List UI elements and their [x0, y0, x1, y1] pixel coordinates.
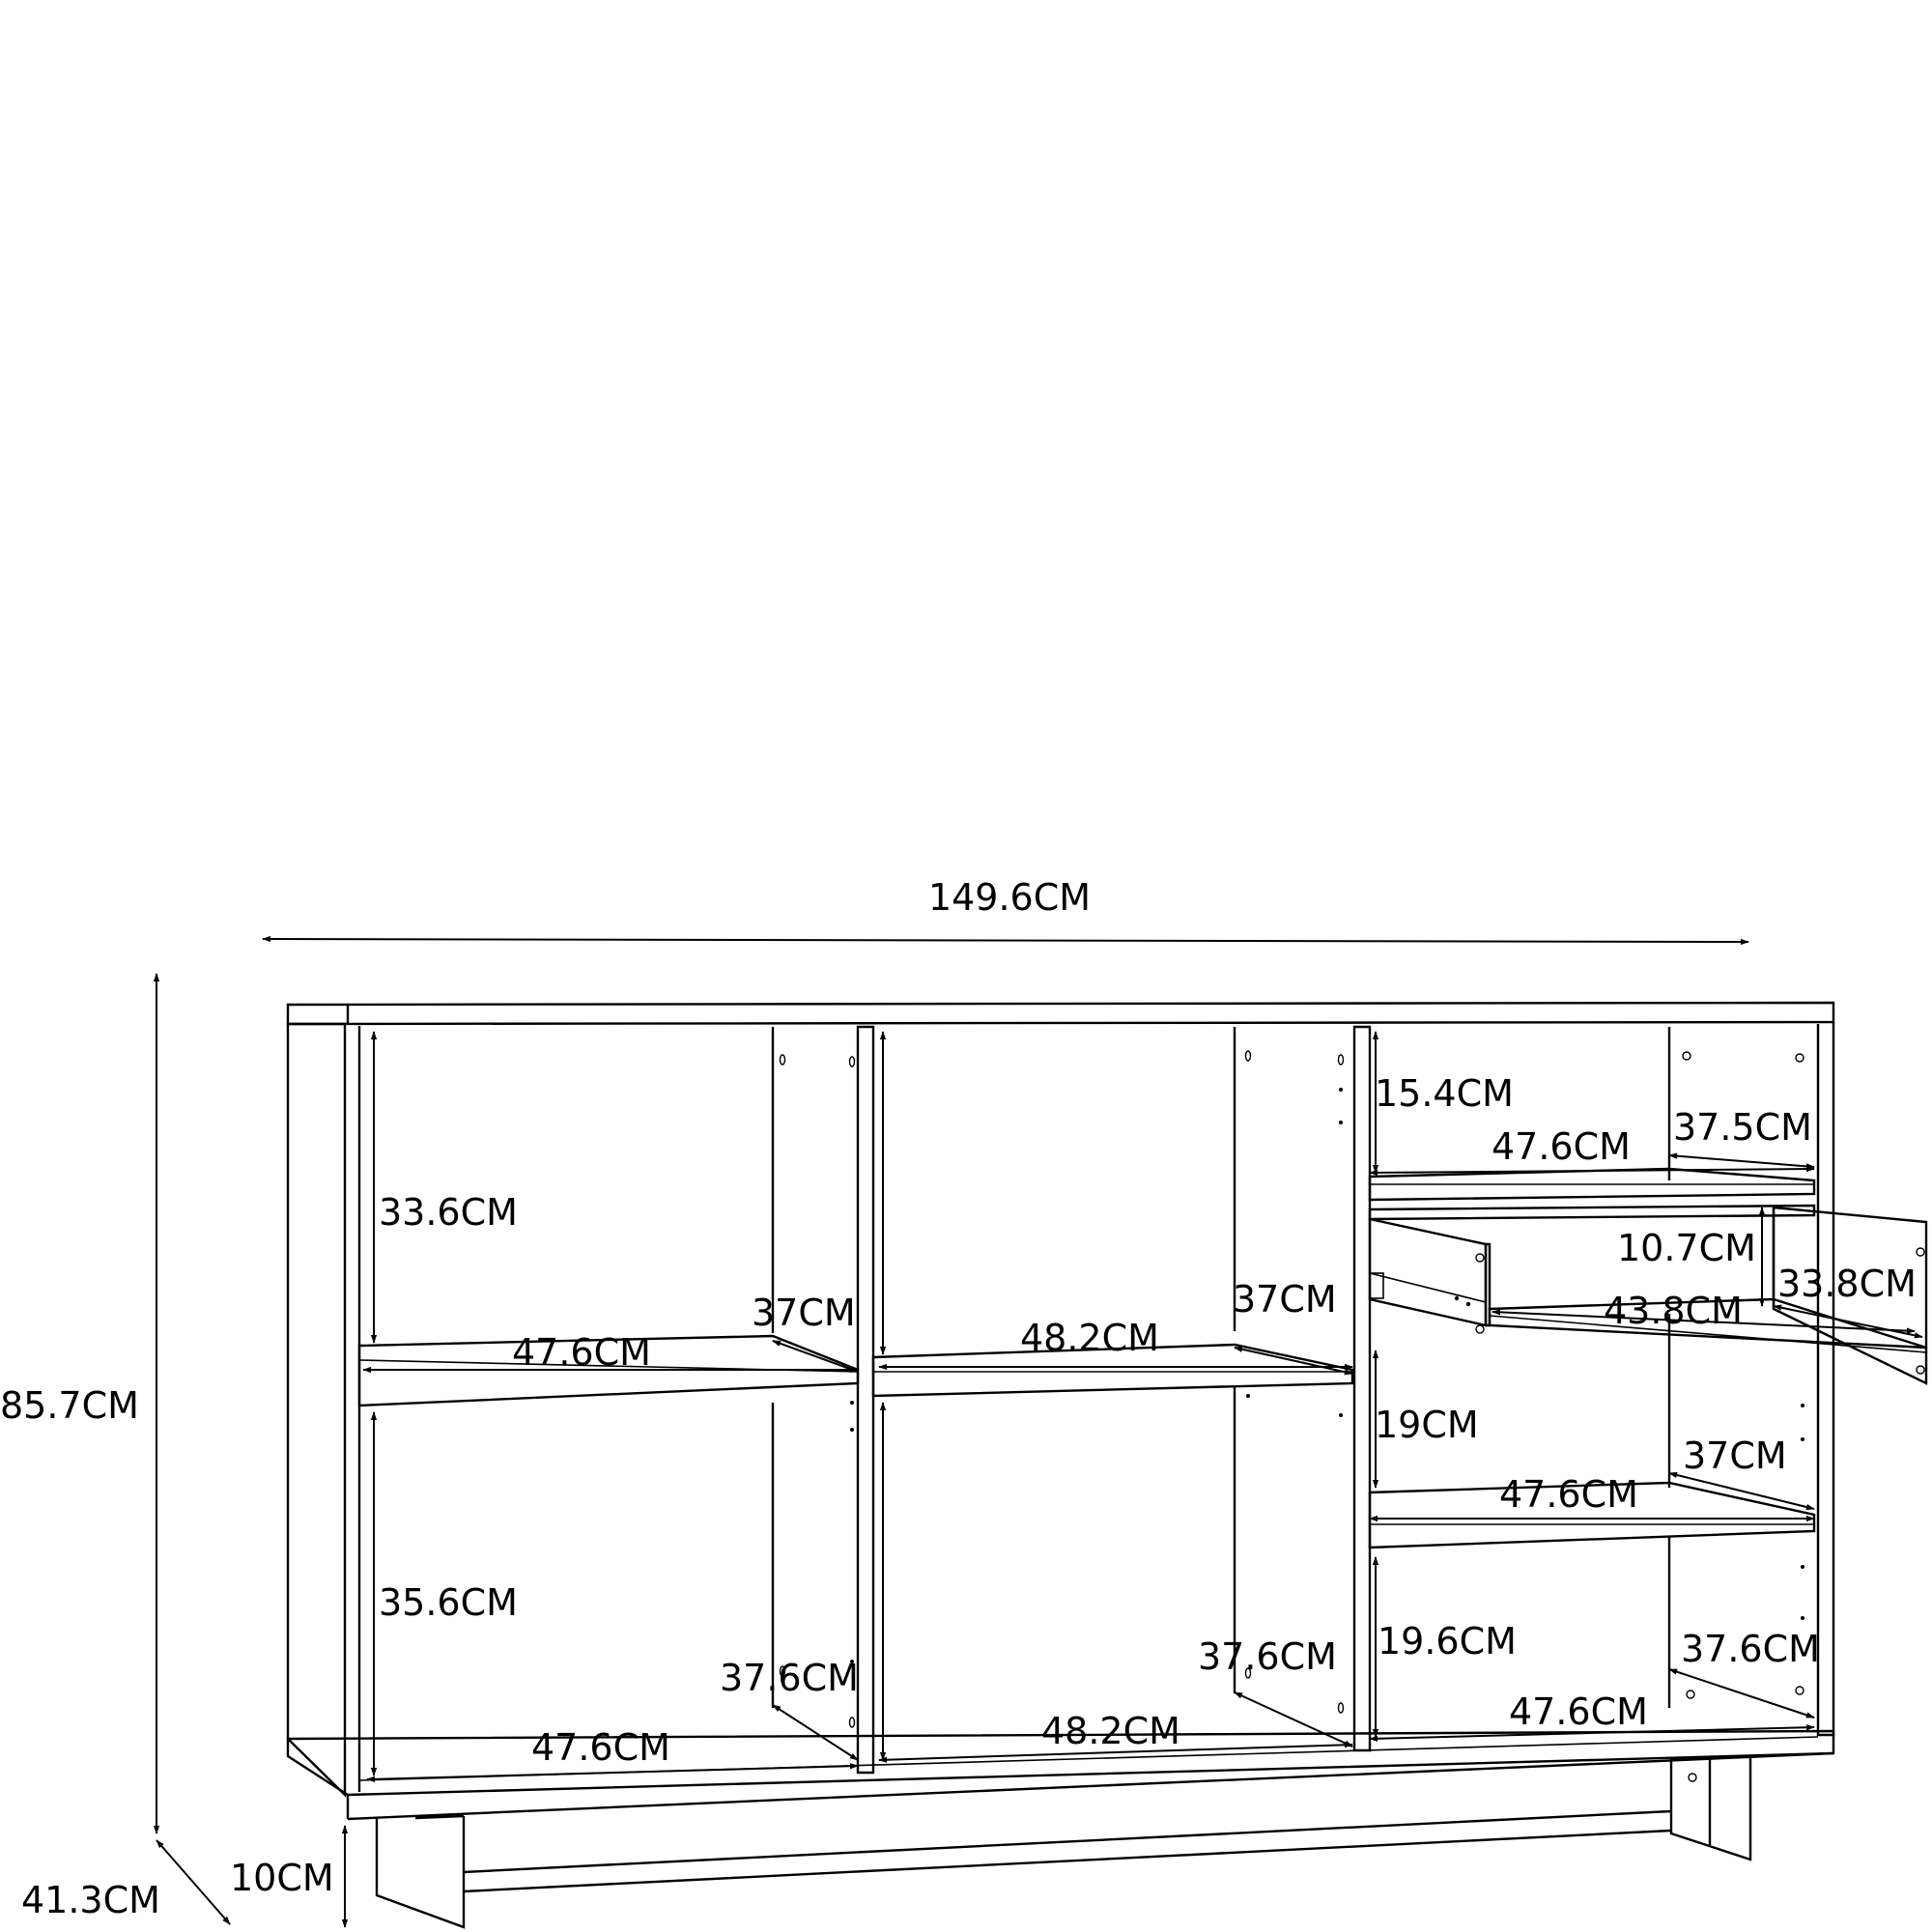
- middle-shelf-width-label: 48.2CM: [1020, 1317, 1159, 1359]
- middle-bottom-depth-label: 37.6CM: [1198, 1635, 1337, 1678]
- right-middle-shelf-width-label: 47.6CM: [1499, 1473, 1638, 1516]
- right-middle-height-label: 19CM: [1375, 1404, 1479, 1446]
- drawer-width-label: 43.8CM: [1604, 1290, 1743, 1332]
- left-lower-height-label: 35.6CM: [379, 1581, 518, 1624]
- leg-right: [1671, 1756, 1750, 1860]
- overall-height-label: 85.7CM: [0, 1384, 139, 1427]
- left-bottom-depth-label: 37.6CM: [720, 1657, 859, 1699]
- leg-left: [377, 1816, 464, 1927]
- right-top-shelf: [1370, 1169, 1814, 1200]
- overall-width-arrow: [263, 939, 1748, 942]
- left-upper-height-label: 33.6CM: [379, 1191, 518, 1234]
- right-top-shelf-width-label: 47.6CM: [1492, 1125, 1631, 1168]
- drawer-depth-label: 33.8CM: [1777, 1263, 1917, 1305]
- right-side-panel: [1818, 1022, 1833, 1735]
- front-stretcher: [464, 1811, 1671, 1891]
- right-bottom-width-label: 47.6CM: [1509, 1690, 1648, 1733]
- right-top-shelf-depth-label: 37.5CM: [1673, 1106, 1812, 1149]
- left-side-panel: [288, 1024, 345, 1795]
- left-bottom-width-label: 47.6CM: [531, 1726, 670, 1769]
- right-top-height-label: 15.4CM: [1375, 1072, 1514, 1115]
- leg-height-label: 10CM: [230, 1857, 334, 1899]
- middle-shelf-depth-label: 37CM: [1233, 1278, 1337, 1321]
- right-bottom-height-label: 19.6CM: [1378, 1620, 1517, 1662]
- right-middle-shelf-depth-label: 37CM: [1683, 1435, 1787, 1477]
- left-shelf-depth-label: 37CM: [752, 1292, 856, 1334]
- depth-arrow: [156, 1840, 230, 1924]
- left-shelf-width-label: 47.6CM: [512, 1331, 651, 1374]
- depth-label: 41.3CM: [21, 1879, 160, 1921]
- drawer-height-label: 10.7CM: [1617, 1227, 1756, 1269]
- middle-bottom-width-label: 48.2CM: [1041, 1710, 1180, 1752]
- overall-width-label: 149.6CM: [927, 876, 1092, 919]
- top-panel: [288, 1003, 1833, 1024]
- shelf-pin-holes: [781, 1051, 1805, 1727]
- right-bottom-depth-label: 37.6CM: [1681, 1628, 1820, 1670]
